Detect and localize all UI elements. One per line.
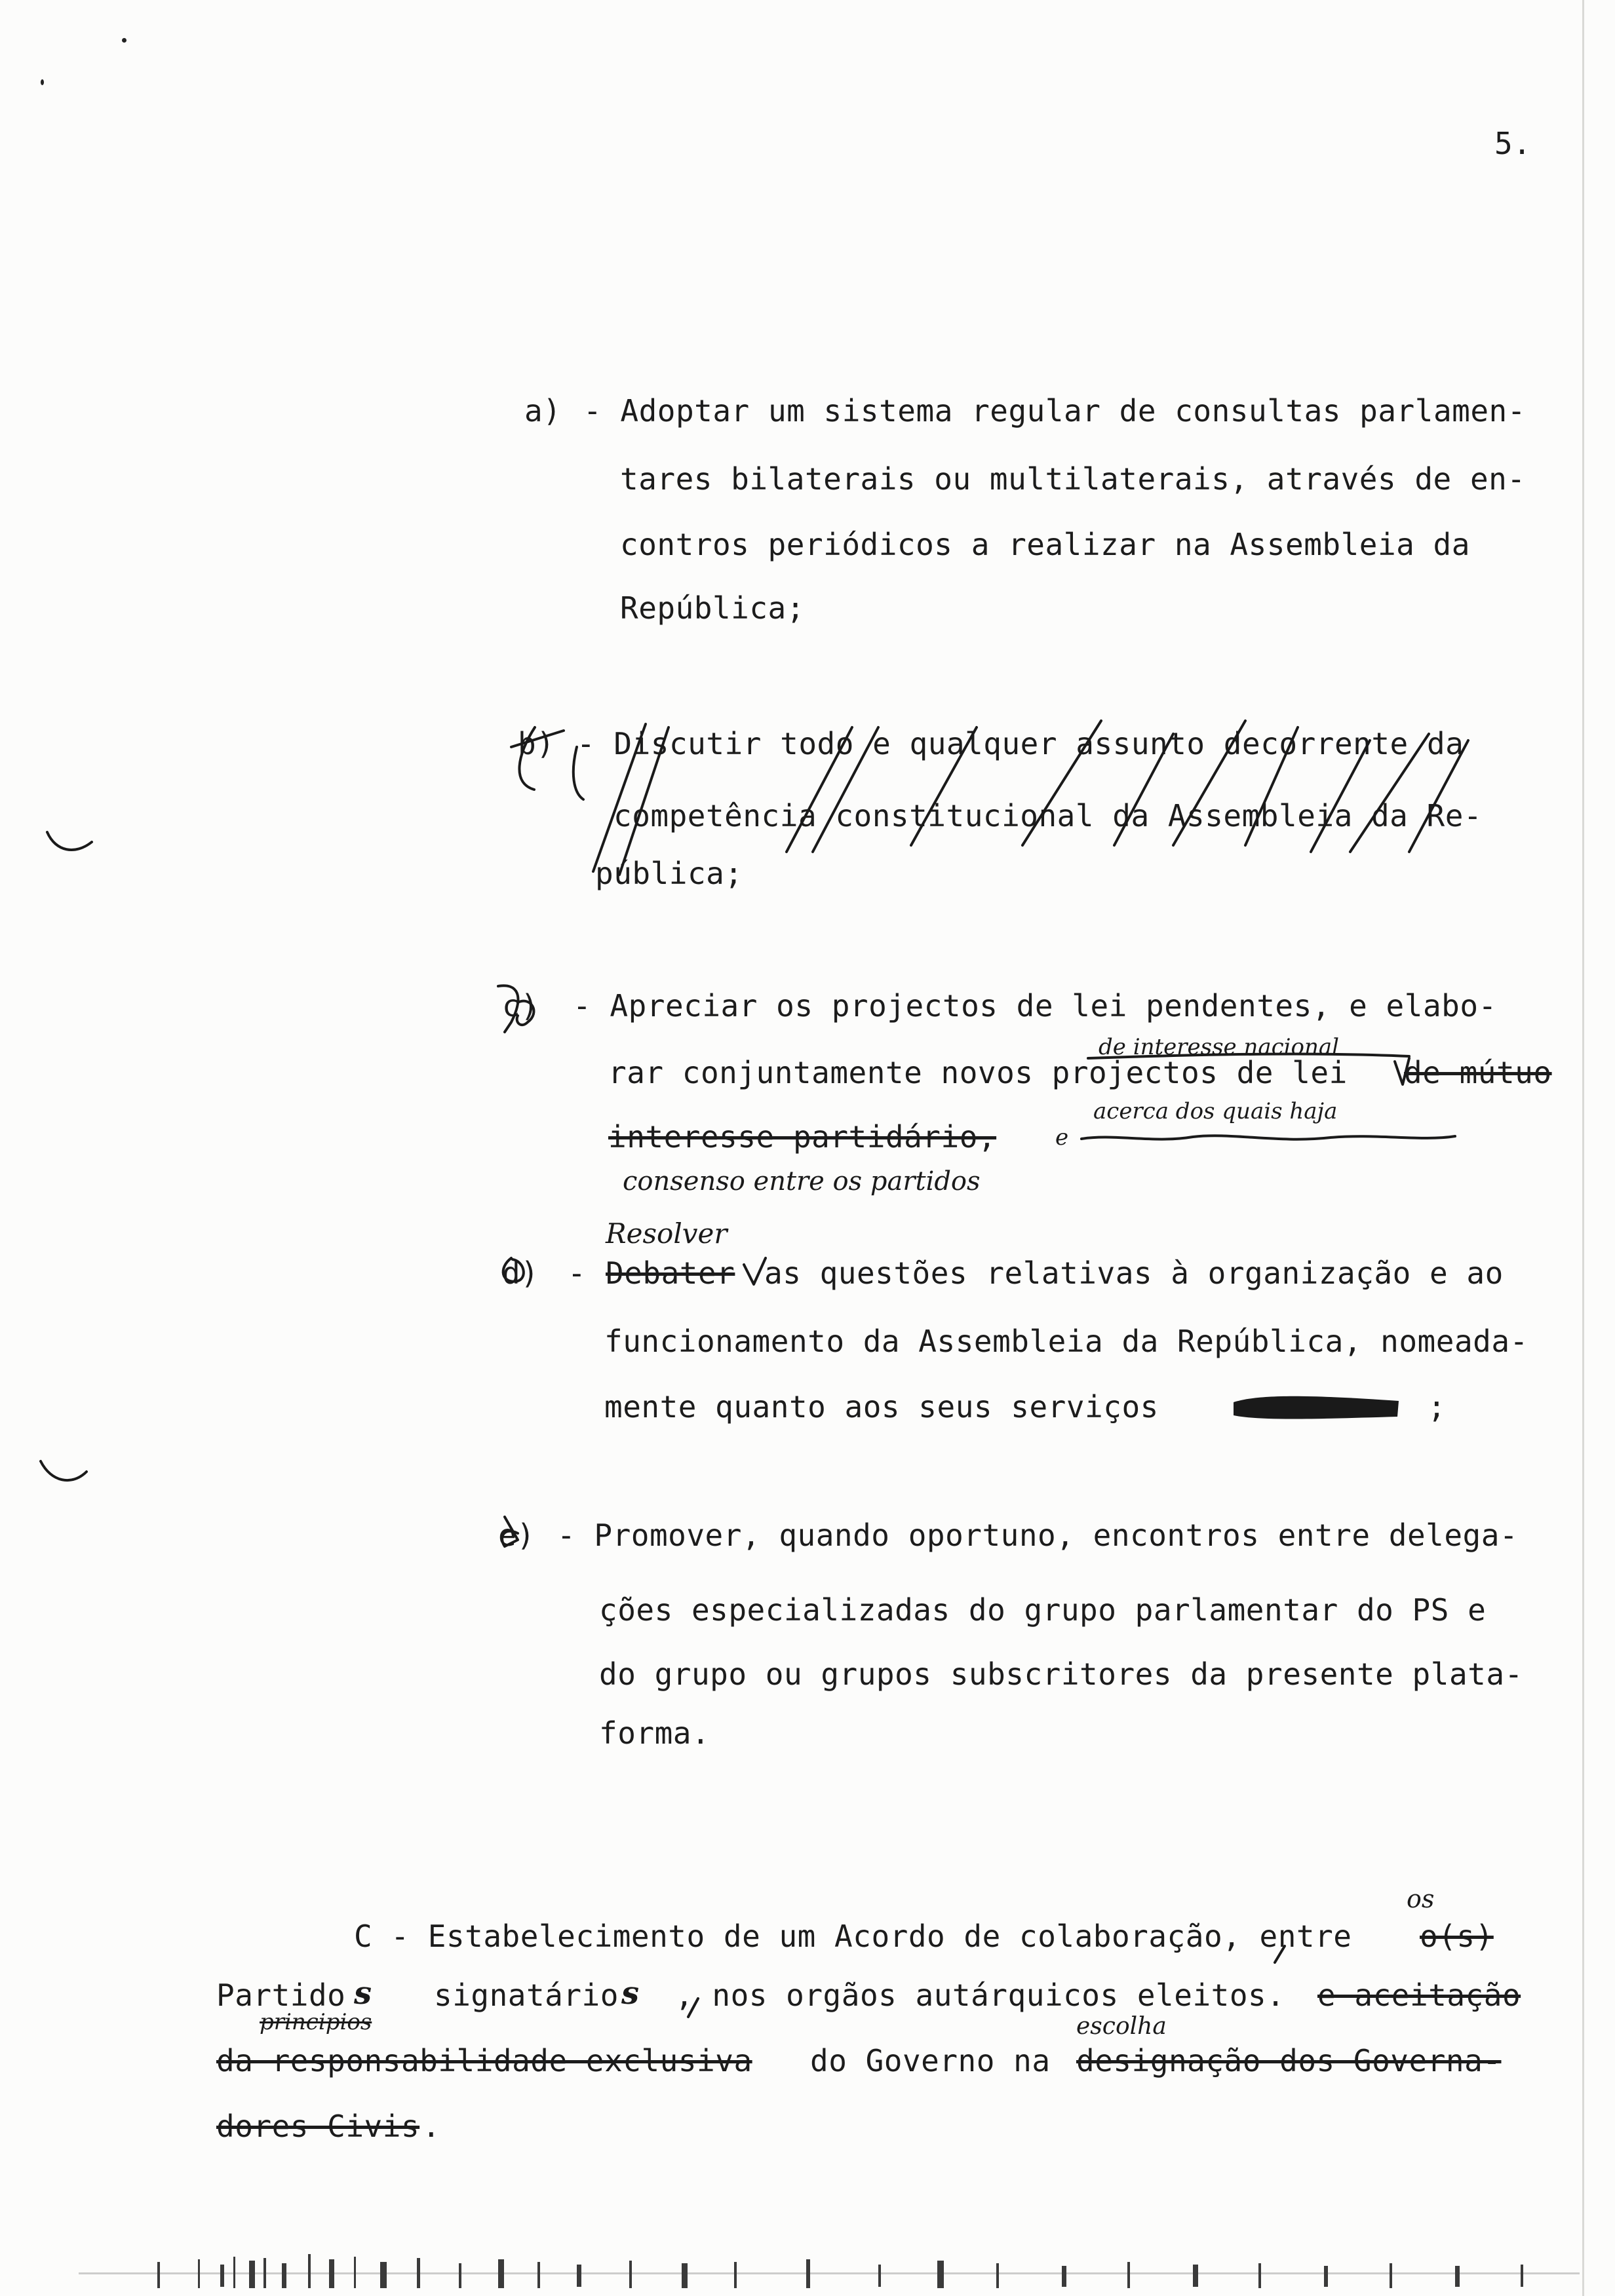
item-d-line-1: as questões relativas à organização e ao xyxy=(764,1255,1504,1291)
item-b-marker: b) xyxy=(518,726,555,761)
section-c-handwritten-os: os xyxy=(1407,1885,1435,1913)
item-c-line-3: interesse partidário, xyxy=(608,1119,997,1155)
item-e-line-2: ções especializadas do grupo parlamentar do PS e xyxy=(599,1592,1487,1628)
item-c-line-1: - Apreciar os projectos de lei pendentes, e elabo- xyxy=(573,988,1497,1024)
section-c-struck-3: da responsabilidade exclusiva xyxy=(216,2043,752,2078)
section-c-line-4: . xyxy=(422,2109,441,2144)
section-c-struck-4: designação dos Governa- xyxy=(1076,2043,1502,2078)
item-d-line-3: mente quanto aos seus serviços xyxy=(604,1389,1159,1425)
item-b-line-1: - Discutir todo e qualquer assunto decorrente da xyxy=(577,726,1464,761)
section-c-line-3: do Governo na xyxy=(810,2043,1051,2078)
item-c-handwritten-insert: de interesse nacional xyxy=(1099,1034,1340,1060)
item-a-line-3: contros periódicos a realizar na Assembleia da xyxy=(620,527,1470,562)
section-c-handwritten-s-2: s xyxy=(621,1975,640,2012)
section-c-signatario: signatário xyxy=(434,1978,619,2013)
item-a-line-4: República; xyxy=(620,590,805,626)
item-d-dash: - xyxy=(568,1255,587,1291)
section-c-handwritten-principios: principios xyxy=(260,2009,372,2035)
item-e-line-4: forma. xyxy=(599,1715,710,1751)
item-c-line-2: rar conjuntamente novos projectos de lei xyxy=(608,1055,1348,1090)
section-c-line-2: , nos orgãos autárquicos eleitos. xyxy=(675,1978,1285,2013)
item-a-line-2: tares bilaterais ou multilaterais, através de en- xyxy=(620,461,1526,497)
item-b-line-2: competência constitucional da Assembleia da Re- xyxy=(613,798,1483,833)
section-c-struck-5: dores Civis xyxy=(216,2109,420,2144)
page-number: 5. xyxy=(1494,126,1532,161)
section-c-struck-1: o(s) xyxy=(1420,1919,1494,1954)
item-d-marker: d) xyxy=(502,1255,539,1291)
item-e-marker: e) xyxy=(498,1518,535,1553)
item-e-line-3: do grupo ou grupos subscritores da presente plata- xyxy=(599,1656,1523,1692)
item-c-marker: c) xyxy=(502,988,539,1024)
item-d-struck-word: Debater xyxy=(606,1255,735,1291)
item-d-handwritten-insert: Resolver xyxy=(606,1217,728,1250)
item-c-handwritten-note-1: acerca dos quais haja xyxy=(1093,1098,1338,1124)
item-e-line-1: - Promover, quando oportuno, encontros entre delega- xyxy=(557,1518,1519,1553)
item-c-handwritten-e: e xyxy=(1055,1124,1069,1151)
section-c-handwritten-escolha: escolha xyxy=(1076,2013,1167,2040)
item-a-marker: a) xyxy=(524,393,562,429)
item-b-line-3: pública; xyxy=(595,856,743,891)
item-d-line-4: ; xyxy=(1428,1389,1447,1425)
item-a-line-1: - Adoptar um sistema regular de consultas parlamen- xyxy=(583,393,1526,429)
section-c-line-1: C - Estabelecimento de um Acordo de colaboração, entre xyxy=(354,1919,1352,1954)
item-c-struck-text: de mútuo xyxy=(1404,1055,1552,1090)
section-c-partido: Partido xyxy=(216,1978,346,2013)
section-c-struck-2: e aceitação xyxy=(1317,1978,1521,2013)
section-c-handwritten-s-1: s xyxy=(354,1975,372,2012)
item-d-line-2: funcionamento da Assembleia da República, nomeada- xyxy=(604,1324,1528,1359)
item-c-handwritten-note-2: consenso entre os partidos xyxy=(623,1166,981,1196)
